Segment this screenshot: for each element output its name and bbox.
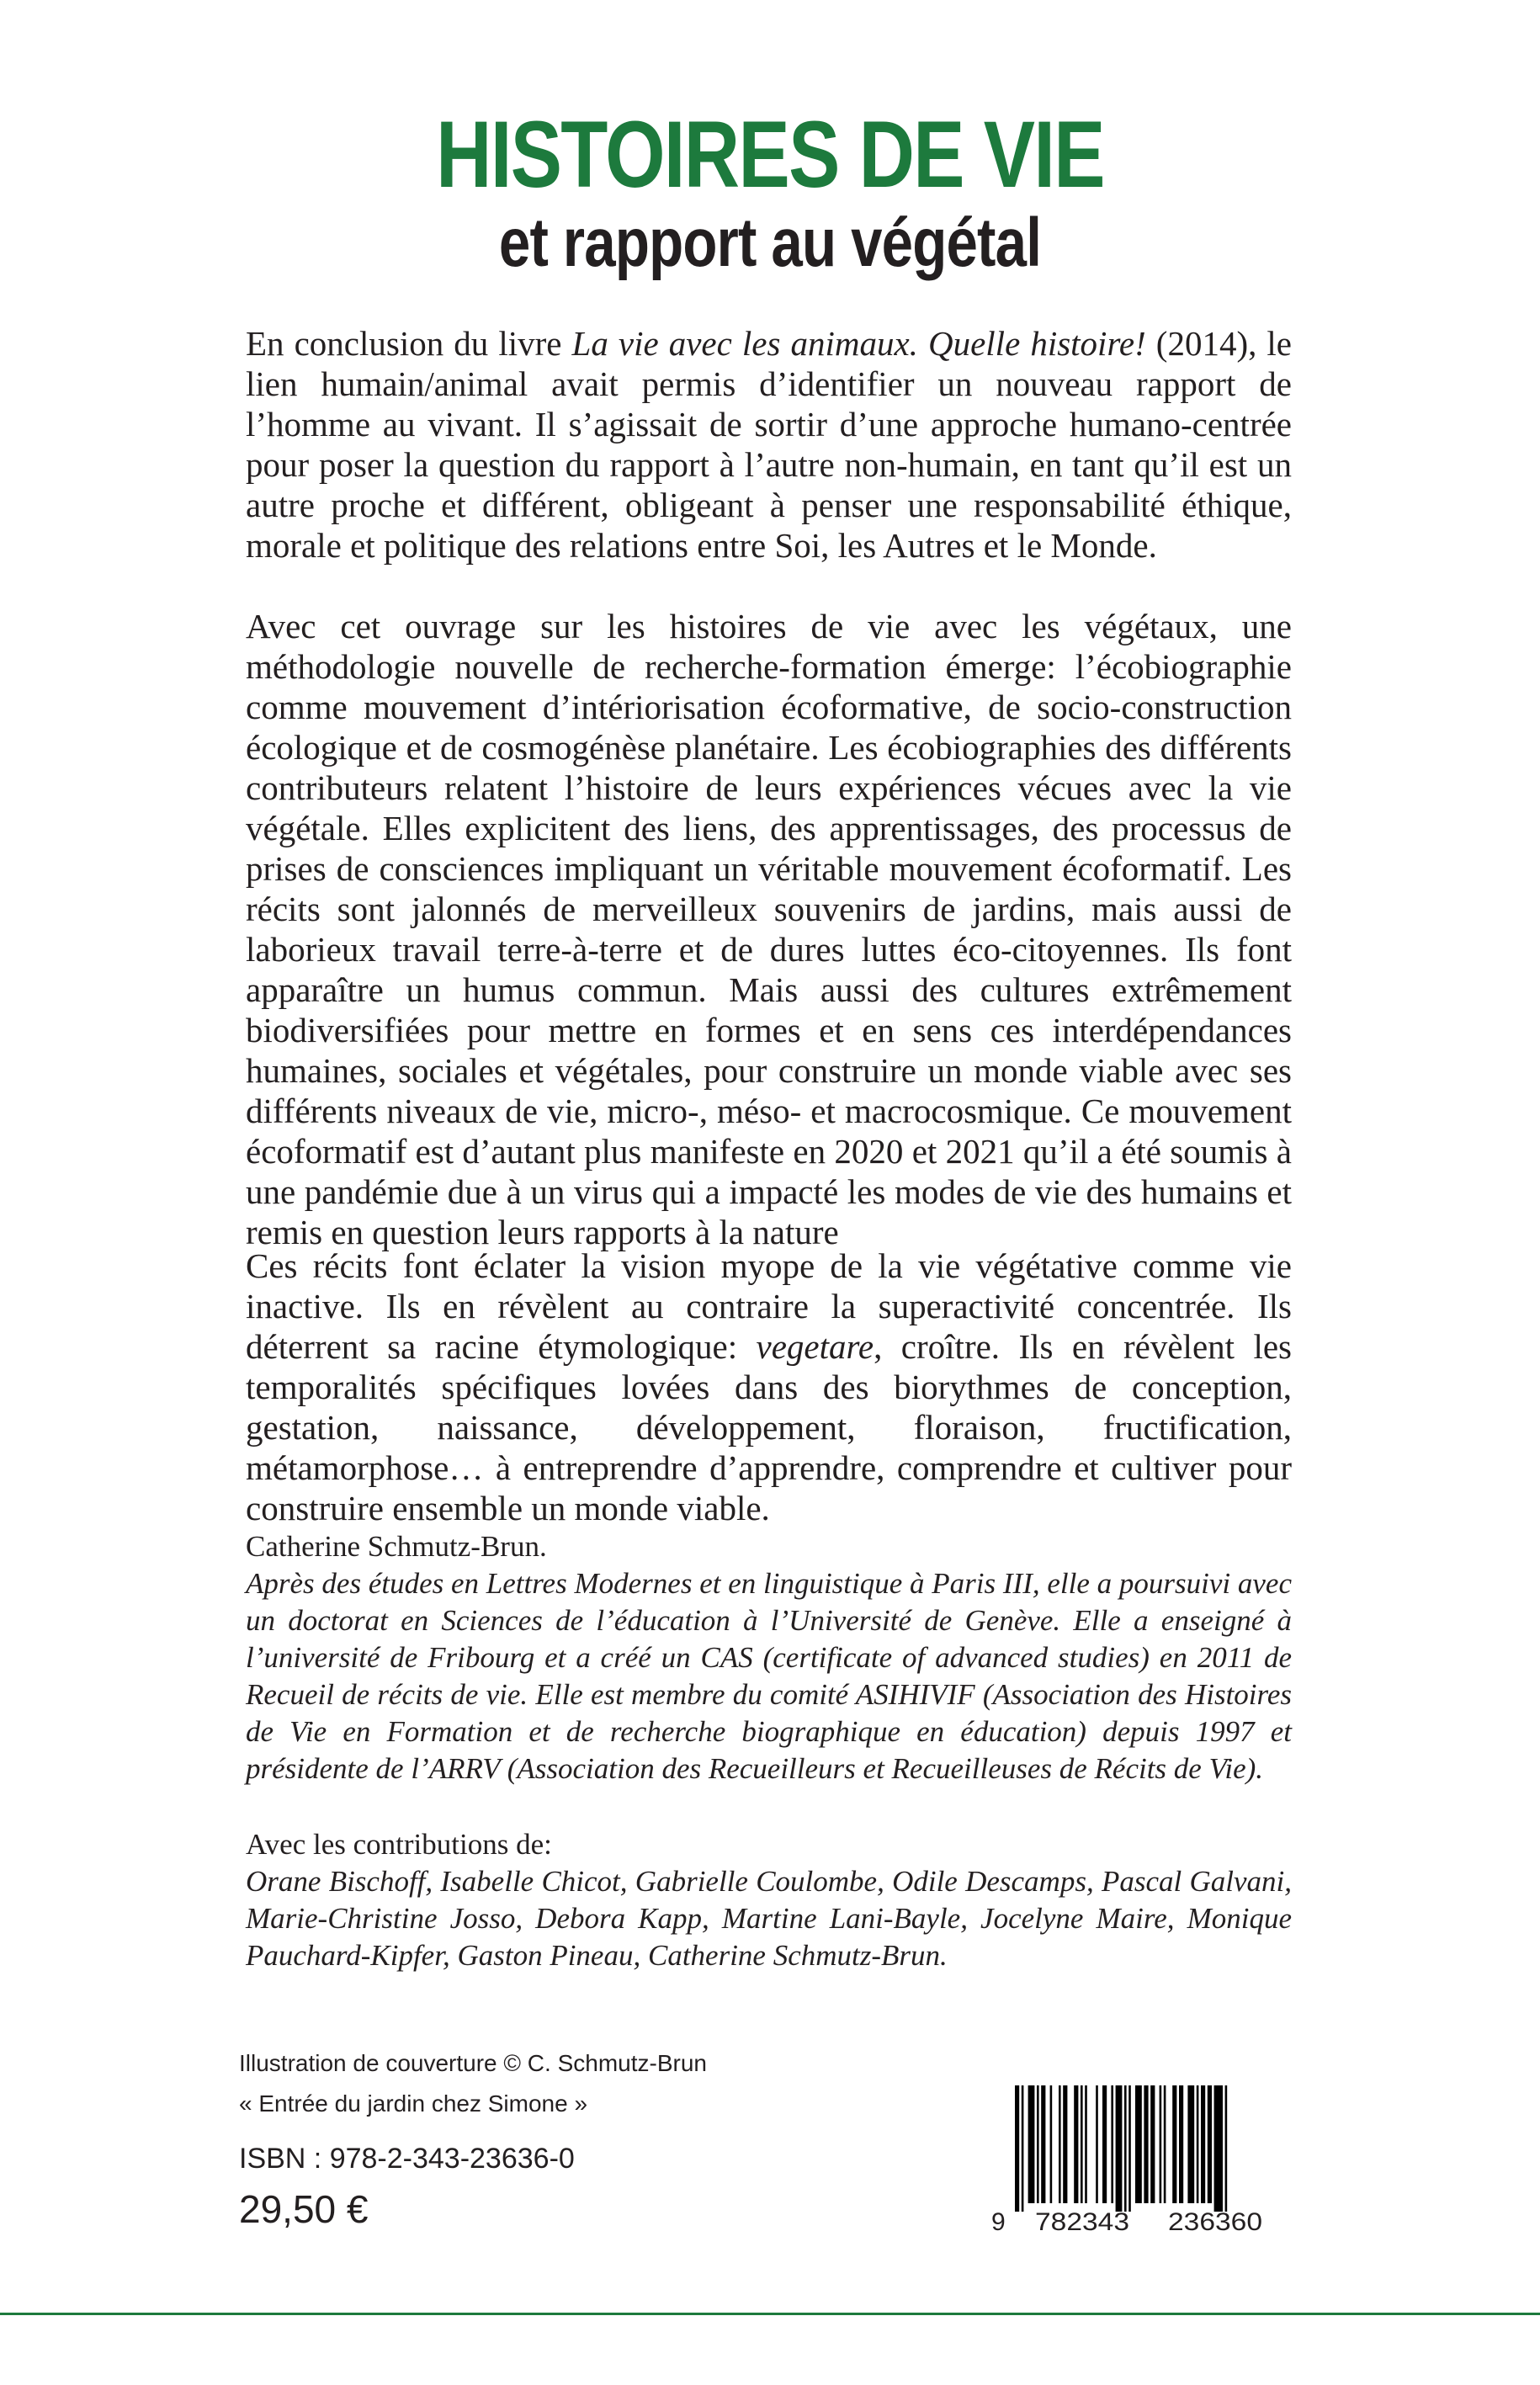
price: 29,50 € [239, 2187, 369, 2231]
paragraph-recits-before: Ces récits font éclater la vision myope de la vie végétative comme vie inactive. Ils en révèlent au contraire la superactivité concentrée. Ils déterrent sa racine étymologique: [246, 1246, 1292, 1366]
paragraph-recits-after: , croître. Ils en révèlent les temporalités spécifiques lovées dans des biorythmes de conception, gestation, naissance, développement, floraison, fructification, métamorphose… à entreprendre d’apprendre, comprendre et cultiver pour construire ensemble un monde viable. [246, 1327, 1292, 1527]
barcode-bar [1102, 2085, 1107, 2203]
barcode-bar [1050, 2085, 1053, 2203]
barcode-bar [1225, 2085, 1228, 2212]
barcode-bar [1074, 2085, 1078, 2203]
barcode-bar [1150, 2085, 1155, 2203]
bottom-rule [0, 2313, 1540, 2315]
barcode-bar [1197, 2085, 1199, 2203]
barcode-bar [1116, 2085, 1123, 2212]
barcode-bar [1179, 2085, 1183, 2203]
barcode-bar [1037, 2085, 1039, 2203]
book-title: HISTOIRES DE VIE [436, 102, 1104, 207]
barcode-bar [1015, 2085, 1019, 2212]
barcode-bar [1214, 2085, 1223, 2212]
barcode-bar [1128, 2085, 1131, 2212]
barcode [988, 2082, 1288, 2235]
contributors-list: Orane Bischoff, Isabelle Chicot, Gabrielle Coulombe, Odile Descamps, Pascal Galvani, Marie-Christine Josso, Debora Kapp, Martine Lani-Bayle, Jocelyne Maire, Monique Pauchard-Kipfer, Gaston Pineau, Catherine Schmutz-Brun. [246, 1865, 1292, 1972]
contributions-intro: Avec les contributions de: [246, 1828, 552, 1861]
cover-caption: « Entrée du jardin chez Simone » [239, 2090, 588, 2117]
author-bio: Après des études en Lettres Modernes et en linguistique à Paris III, elle a poursuivi avec un doctorat en Sciences de l’éducation à l’Université de Genève. Elle a enseigné à l’université de Fribourg et a créé un CAS (certificate of advanced studies) en 2011 de Recueil de récits de vie. Elle est membre du comité ASIHIVIF (Association des Histoires de Vie en Formation et de recherche biographique en éducation) depuis 1997 et présidente de l’ARRV (Association des Recueilleurs et Recueilleuses de Récits de Vie). [246, 1567, 1292, 1785]
author-name: Catherine Schmutz-Brun. [246, 1530, 547, 1563]
paragraph-method-text: Avec cet ouvrage sur les histoires de vie avec les végétaux, une méthodologie nouvelle de recherche-formation émerge: l’écobiographie comme mouvement d’intériorisation écoformative, de socio-construction écologique et de cosmogénèse planétaire. Les écobiographies des différents contributeurs relatent l’histoire de leurs expériences vécues avec la vie végétale. Elles explicitent des liens, des apprentissages, des processus de prises de consciences impliquant un véritable mouvement écoformatif. Les récits sont jalonnés de merveilleux souvenirs de jardins, mais aussi de laborieux travail terre-à-terre et de dures luttes éco-citoyennes. Ils font apparaître un humus commun. Mais aussi des cultures extrêmement biodiversifiées pour mettre en formes et en sens ces interdépendances humaines, sociales et végétales, pour construire un monde viable avec ses différents niveaux de vie, micro-, méso- et macrocosmique. Ce mouvement écoformatif est d’autant plus manifeste en 2020 et 2021 qu’il a été soumis à une pandémie due à un virus qui a impacté les modes de vie des humains et remis en question leurs rapports à la nature [246, 607, 1292, 1251]
barcode-bar [1164, 2085, 1166, 2203]
paragraph-method [246, 606, 1292, 1252]
barcode-bar [1028, 2085, 1035, 2203]
barcode-bar [1096, 2085, 1098, 2203]
paragraph-recits [246, 1246, 1292, 1528]
referenced-book-title: La vie avec les animaux. Quelle histoire! [571, 324, 1146, 363]
barcode-bar [1201, 2085, 1205, 2203]
barcode-bar [1187, 2085, 1194, 2203]
cover-credit: Illustration de couverture © C. Schmutz-Brun [239, 2050, 707, 2076]
paragraph-intro-before: En conclusion du livre [246, 324, 572, 363]
paragraph-intro [246, 323, 1292, 566]
latin-word: vegetare [756, 1327, 874, 1366]
barcode-group-2: 236360 [1168, 2208, 1262, 2235]
barcode-bar [1081, 2085, 1083, 2203]
barcode-group-1: 782343 [1035, 2208, 1129, 2235]
barcode-bar [1135, 2085, 1142, 2203]
book-subtitle: et rapport au végétal [498, 205, 1042, 281]
barcode-bar [1059, 2085, 1061, 2203]
barcode-bar [1124, 2085, 1127, 2212]
barcode-bar [1111, 2085, 1113, 2203]
barcode-bar [1172, 2085, 1176, 2203]
barcode-bar [1144, 2085, 1148, 2203]
barcode-bar [1063, 2085, 1067, 2203]
paragraph-intro-after: (2014), le lien humain/animal avait permis d’identifier un nouveau rapport de l’homme au vivant. Il s’agissait de sortir d’une approche humano-centrée pour poser la question du rapport à l’autre non-humain, en tant qu’il est un autre proche et différent, obligeant à penser une responsabilité éthique, morale et politique des relations entre Soi, les Autres et le Monde. [246, 324, 1292, 565]
barcode-bar [1208, 2085, 1212, 2203]
barcode-bars [1015, 2085, 1227, 2212]
barcode-bar [1022, 2085, 1024, 2212]
barcode-bar [1085, 2085, 1087, 2203]
barcode-bar [1160, 2085, 1162, 2203]
barcode-bar [1041, 2085, 1045, 2203]
isbn: ISBN : 978-2-343-23636-0 [239, 2143, 575, 2175]
barcode-lead-digit: 9 [991, 2208, 1006, 2235]
